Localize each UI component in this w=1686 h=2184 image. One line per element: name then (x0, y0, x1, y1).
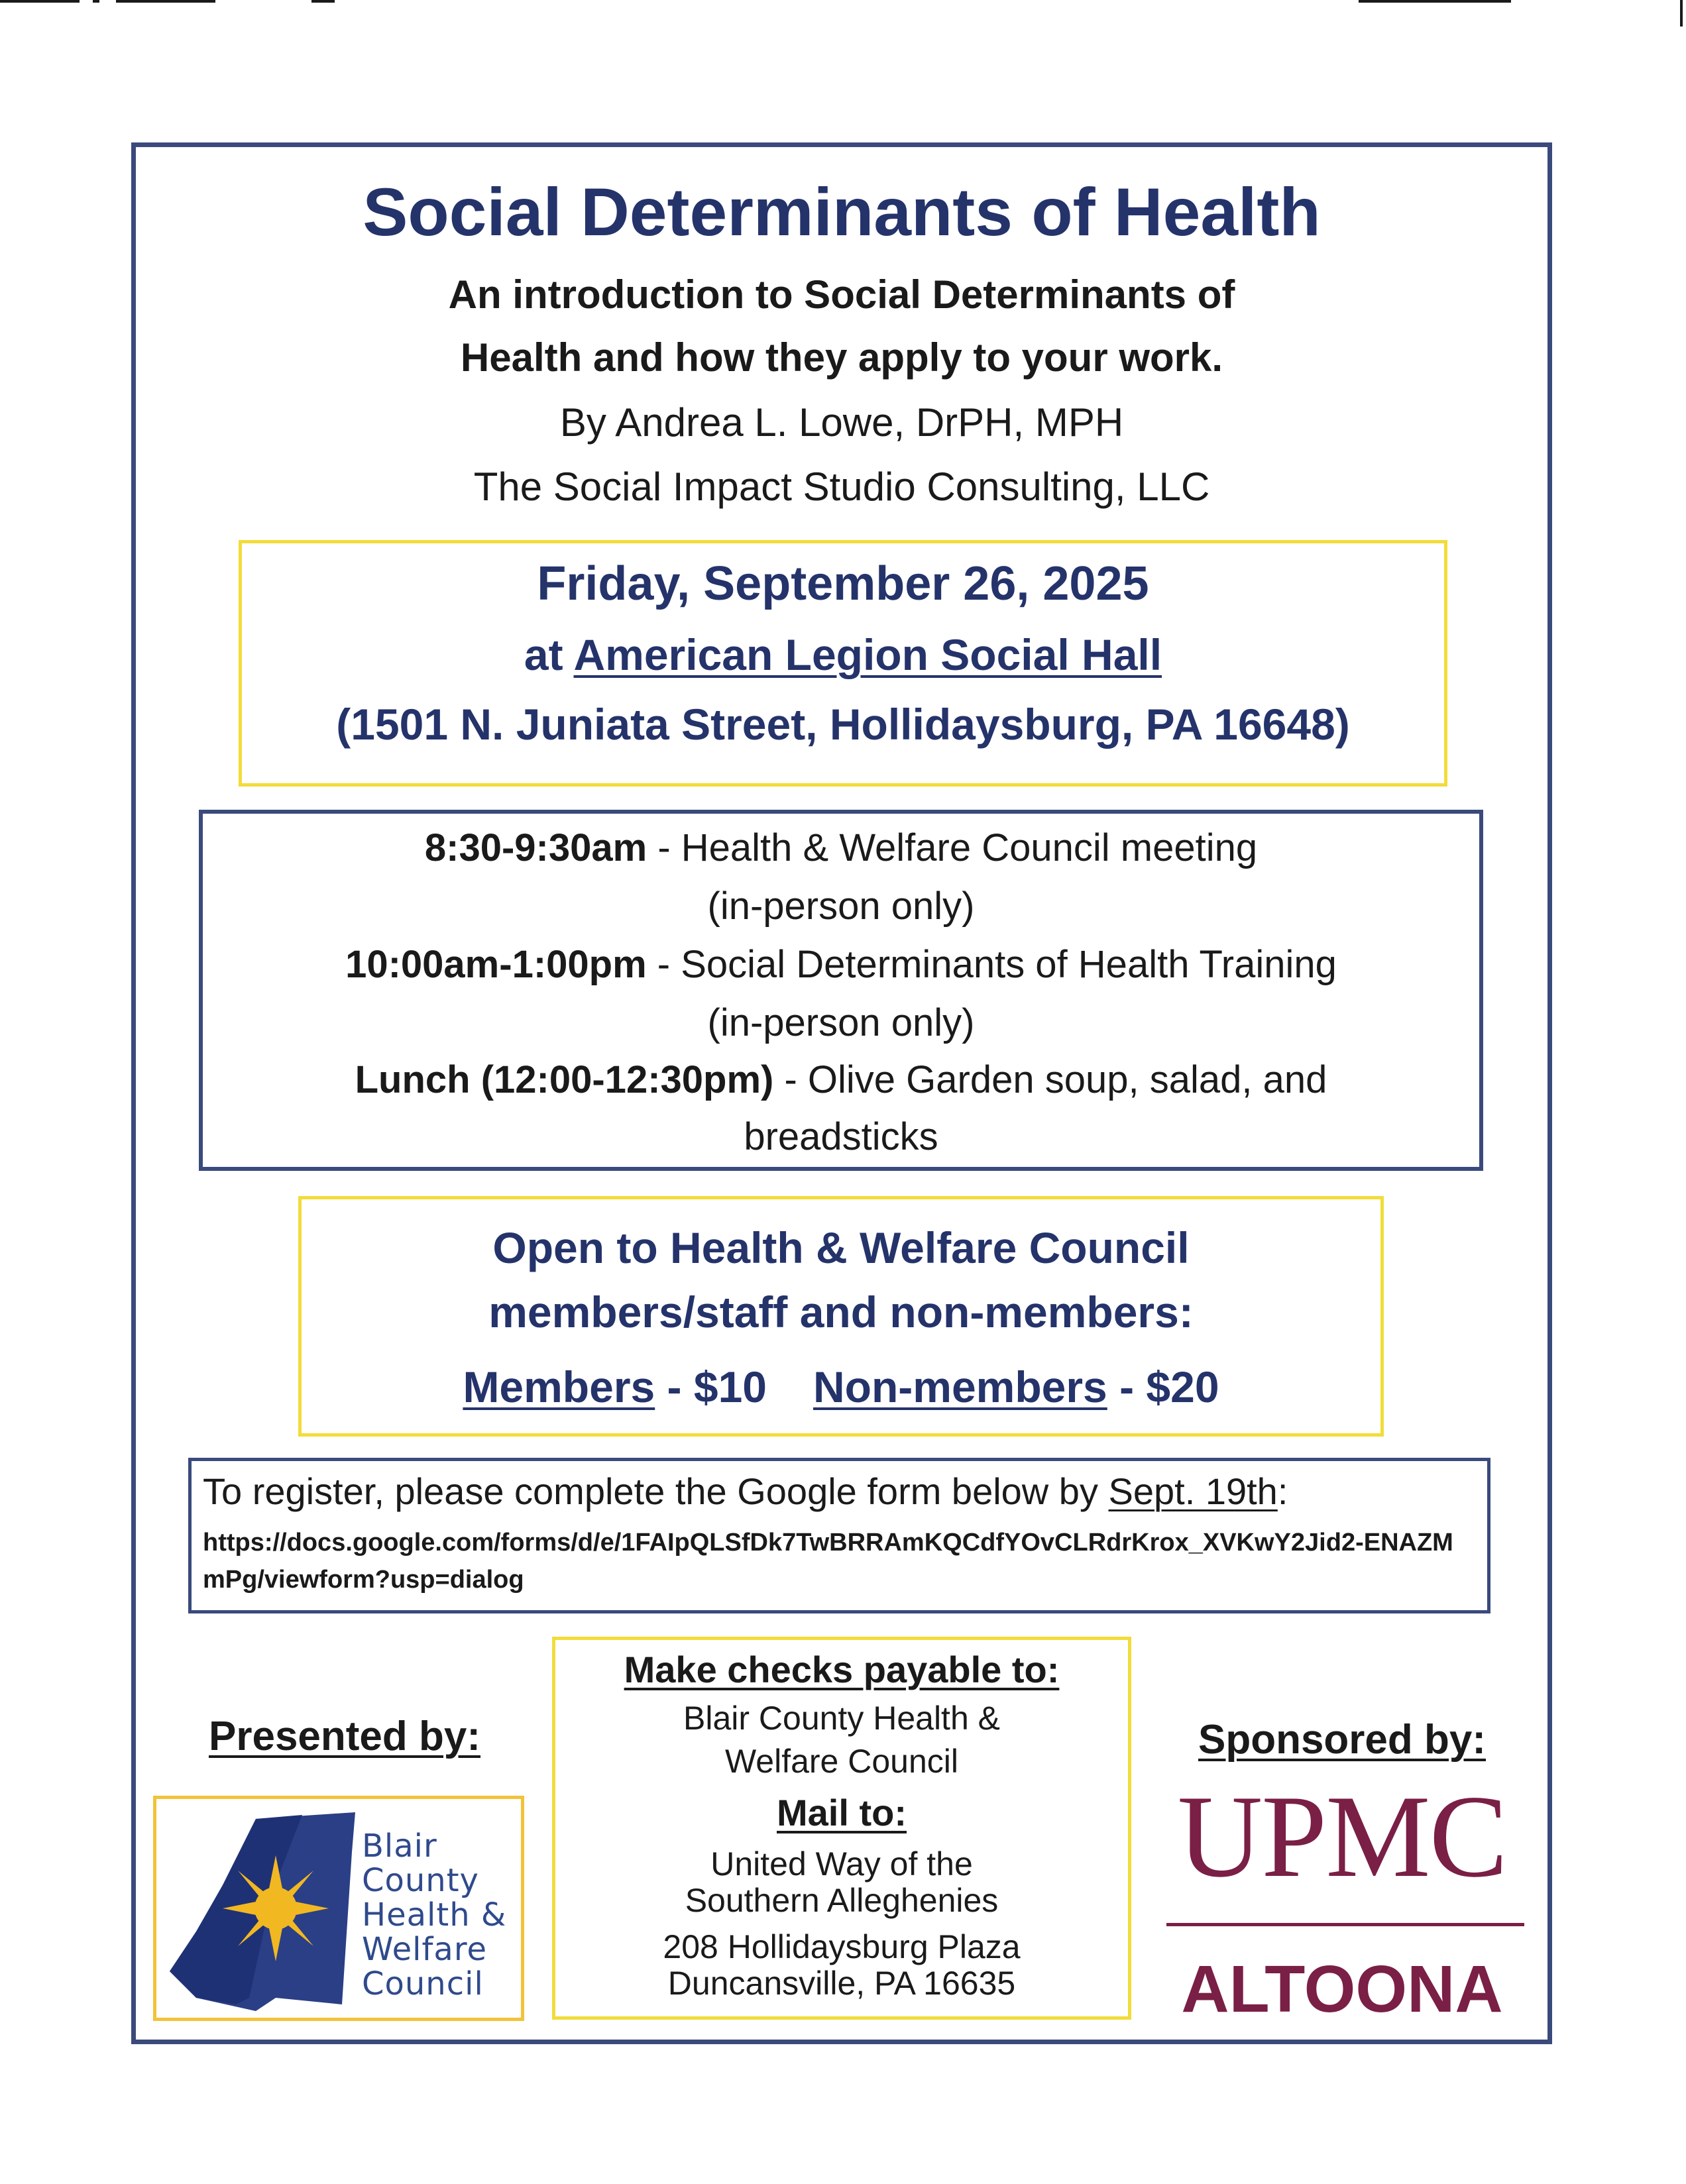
mail-line-1: United Way of the (710, 1845, 973, 1883)
mail-line-3: 208 Hollidaysburg Plaza (663, 1928, 1021, 1965)
schedule-time: Lunch (12:00-12:30pm) (355, 1058, 774, 1101)
schedule-item (199, 942, 1483, 987)
registration-deadline: Sept. 19th (1108, 1470, 1278, 1512)
scan-mark (0, 0, 80, 3)
payee-line-2: Welfare Council (724, 1743, 958, 1780)
scan-mark (116, 0, 215, 3)
eligibility-line-2: members/staff and non-members: (488, 1287, 1194, 1337)
venue-name: American Legion Social Hall (573, 630, 1162, 679)
members-label: Members (463, 1362, 655, 1411)
subtitle-line-1: An introduction to Social Determinants of (448, 272, 1235, 317)
schedule-note: breadsticks (744, 1115, 938, 1158)
registration-text (203, 1470, 1489, 1513)
logo-text-line: Health & (362, 1896, 507, 1934)
author: By Andrea L. Lowe, DrPH, MPH (559, 400, 1124, 445)
venue-prefix: at (524, 630, 574, 679)
pricing (298, 1362, 1384, 1412)
mail-line-4: Duncansville, PA 16635 (667, 1965, 1016, 2002)
registration-instruction: To register, please complete the Google form below by (203, 1470, 1109, 1512)
page-title: Social Determinants of Health (363, 174, 1321, 250)
blair-county-logo (153, 1796, 524, 2021)
sponsored-by-label (1163, 1716, 1521, 1763)
scan-mark (1359, 0, 1511, 3)
logo-text-line: Blair (362, 1828, 437, 1865)
sponsored-by-text: Sponsored by: (1198, 1717, 1487, 1763)
schedule-desc: - Olive Garden soup, salad, and (773, 1058, 1327, 1101)
schedule-note: (in-person only) (707, 1001, 975, 1044)
payment-heading-text: Make checks payable to: (624, 1649, 1060, 1690)
event-venue (239, 629, 1447, 680)
logo-text-line: County (362, 1862, 479, 1899)
nonmembers-label: Non-members (813, 1362, 1107, 1411)
schedule-desc: - Social Determinants of Health Training (646, 943, 1337, 986)
scan-mark (1680, 0, 1683, 27)
payment-heading (552, 1651, 1131, 1688)
mail-heading (552, 1794, 1131, 1831)
organization: The Social Impact Studio Consulting, LLC (473, 464, 1210, 509)
registration-link[interactable]: https://docs.google.com/forms/d/e/1FAIpQLSfDk7TwBRRAmKQCdfYOvCLRdrKrox_XVKwY2Jid2-ENAZMmPg/viewform?usp=dialog (203, 1529, 1453, 1594)
schedule-time: 10:00am-1:00pm (345, 943, 647, 986)
scan-mark (93, 0, 99, 3)
event-date: Friday, September 26, 2025 (537, 557, 1149, 610)
schedule-note: (in-person only) (707, 885, 975, 928)
schedule-desc: - Health & Welfare Council meeting (647, 826, 1258, 869)
upmc-altoona-text: ALTOONA (1181, 1952, 1503, 2026)
schedule-item (199, 826, 1483, 870)
upmc-logo: UPMC (1177, 1771, 1507, 1902)
members-price: - $10 (655, 1362, 767, 1411)
schedule-time: 8:30-9:30am (424, 826, 647, 869)
nonmembers-price: - $20 (1107, 1362, 1219, 1411)
mail-heading-text: Mail to: (777, 1792, 907, 1833)
presented-by-text: Presented by: (208, 1714, 481, 1759)
logo-text-line: Council (362, 1965, 484, 2002)
eligibility-line-1: Open to Health & Welfare Council (492, 1223, 1190, 1272)
schedule-item (199, 1058, 1483, 1102)
payee-line-1: Blair County Health & (683, 1700, 1000, 1737)
presented-by-label (152, 1713, 537, 1760)
event-address: (1501 N. Juniata Street, Hollidaysburg, PA 16648) (336, 700, 1350, 749)
scan-mark (311, 0, 335, 3)
logo-text-line: Welfare (362, 1931, 488, 1968)
mail-line-2: Southern Alleghenies (685, 1882, 999, 1919)
subtitle-line-2: Health and how they apply to your work. (460, 335, 1223, 380)
registration-colon: : (1277, 1470, 1288, 1512)
upmc-logo-rule (1166, 1923, 1524, 1926)
